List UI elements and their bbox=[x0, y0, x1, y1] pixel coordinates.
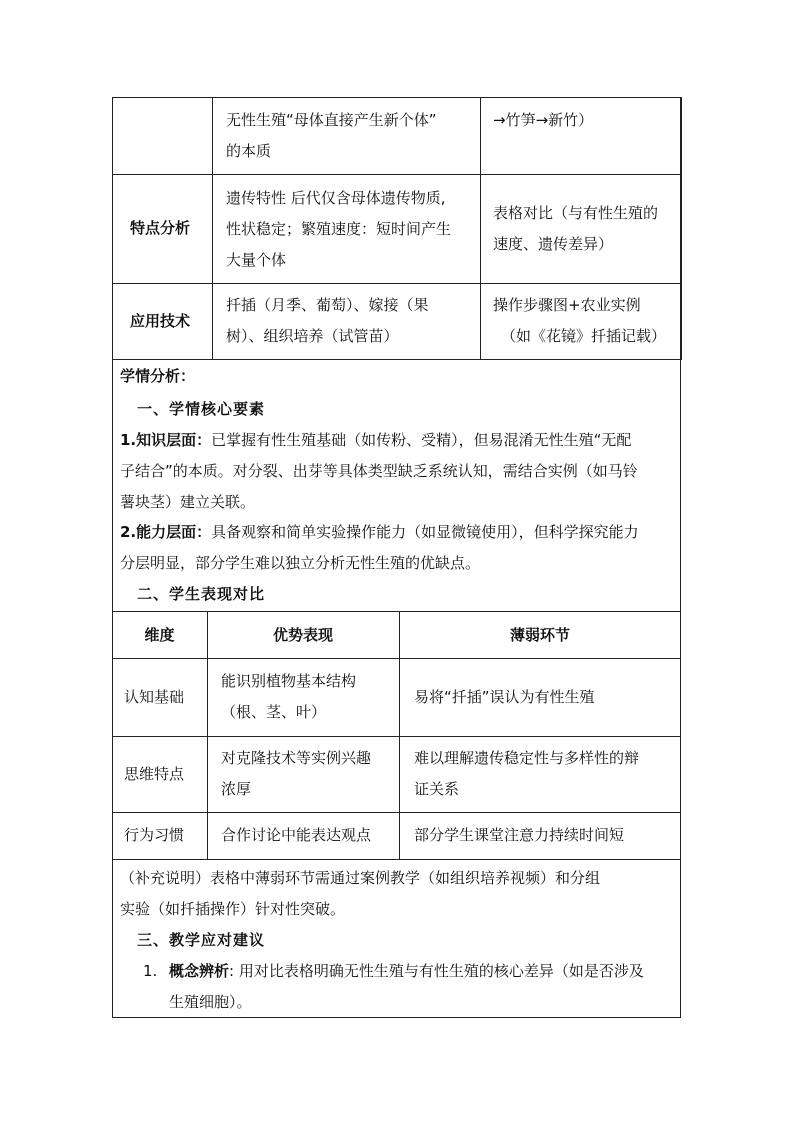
table-row-divider bbox=[112, 359, 682, 360]
compare-weak-1: 易将“扦插”误认为有性生殖 bbox=[414, 688, 595, 706]
compare-weak-2: 难以理解遗传稳定性与多样性的辩 证关系 bbox=[414, 749, 640, 798]
table-border-left bbox=[112, 97, 113, 359]
box-border-right bbox=[680, 359, 681, 1018]
paragraph-knowledge: 1.知识层面：已掌握有性生殖基础（如传粉、受精），但易混淆无性生殖“无配 子结合”的本质。对分裂、出芽等具体类型缺乏系统认知，需结合实例（如马铃 薯块茎）建立关联。 bbox=[120, 431, 638, 511]
row1-content: 无性生殖“母体直接产生新个体” 的本质 bbox=[226, 111, 437, 160]
paragraph-ability: 2.能力层面：具备观察和简单实验操作能力（如显微镜使用），但科学探究能力 分层明显，部分学生难以独立分析无性生殖的优缺点。 bbox=[120, 523, 639, 572]
row3-note: 操作步骤图+农业实例 （如《花镜》扦插记载） bbox=[493, 296, 667, 345]
row3-label: 应用技术 bbox=[130, 312, 191, 330]
paragraph-lead: 2.能力层面： bbox=[120, 523, 212, 541]
compare-adv-1: 能识别植物基本结构 （根、茎、叶） bbox=[221, 672, 357, 721]
row2-content: 遗传特性 后代仅含母体遗传物质, 性状稳定；繁殖速度：短时间产生 大量个体 bbox=[226, 189, 452, 269]
suggestion-item-1: 概念辨析: 用对比表格明确无性生殖与有性生殖的核心差异（如是否涉及 生殖细胞）。 bbox=[169, 962, 644, 1011]
compare-border-bottom bbox=[112, 859, 681, 860]
compare-adv-3: 合作讨论中能表达观点 bbox=[221, 826, 372, 844]
box-border-left bbox=[112, 359, 113, 1018]
row2-label: 特点分析 bbox=[130, 219, 191, 237]
compare-dim-1: 认知基础 bbox=[124, 688, 185, 706]
table-col-divider bbox=[480, 97, 481, 359]
paragraph-lead: 1.知识层面： bbox=[120, 431, 212, 449]
compare-dim-3: 行为习惯 bbox=[124, 826, 185, 844]
table-border-right bbox=[680, 97, 682, 359]
compare-weak-3: 部分学生课堂注意力持续时间短 bbox=[414, 826, 625, 844]
compare-header-weakness: 薄弱环节 bbox=[509, 626, 570, 644]
item-lead: 概念辨析 bbox=[169, 962, 230, 980]
compare-row-divider bbox=[112, 736, 681, 737]
section-heading-3: 三、教学应对建议 bbox=[137, 931, 266, 949]
compare-row-divider bbox=[112, 812, 681, 813]
table-border-top bbox=[112, 97, 682, 98]
table-row-divider bbox=[112, 283, 682, 284]
compare-adv-2: 对克隆技术等实例兴趣 浓厚 bbox=[221, 749, 372, 798]
row1-note: →竹笋→新竹） bbox=[493, 111, 594, 129]
compare-dim-2: 思维特点 bbox=[124, 765, 185, 783]
table-row-divider bbox=[112, 174, 682, 175]
row2-note: 表格对比（与有性生殖的 速度、遗传差异） bbox=[493, 204, 659, 253]
section-heading-2: 二、学生表现对比 bbox=[137, 585, 266, 603]
compare-header-dimension: 维度 bbox=[144, 626, 175, 644]
row3-content: 扦插（月季、葡萄）、嫁接（果 树）、组织培养（试管苗） bbox=[226, 296, 429, 345]
compare-header-strength: 优势表现 bbox=[272, 626, 333, 644]
list-number-1: 1. bbox=[143, 962, 158, 980]
compare-border-top bbox=[112, 611, 681, 612]
table-col-divider bbox=[212, 97, 213, 359]
supplement-note: （补充说明）表格中薄弱环节需通过案例教学（如组织培养视频）和分组 实验（如扦插操作）针对性突破。 bbox=[120, 869, 601, 918]
section-heading-1: 一、学情核心要素 bbox=[137, 400, 266, 418]
analysis-title: 学情分析： bbox=[120, 367, 196, 385]
compare-row-divider bbox=[112, 658, 681, 659]
